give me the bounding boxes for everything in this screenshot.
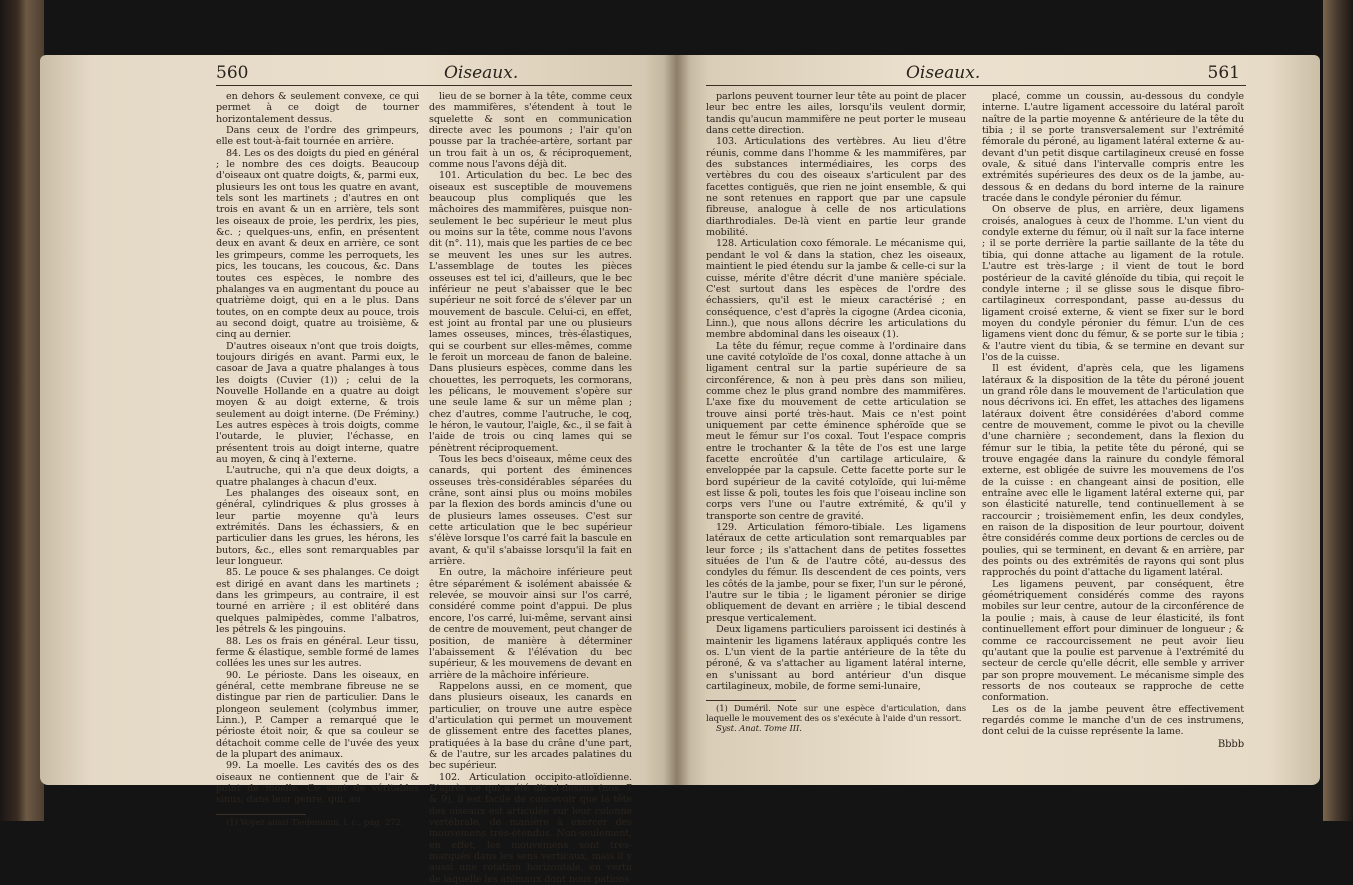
footnote-rule	[216, 814, 306, 815]
paragraph: Les ligamens peuvent, par conséquent, être géométriquement considérés comme des rayons mobiles sur leur centre, autour de la circonférence de la poulie ; mais, à cause de leur élasticité, ils font continuellement effort pour diminuer de longueur ; & comme ce raccourcissement ne peut avoir lieu qu'autant que la poulie est parvenue à l'extrémité du secteur de cercle qu'elle décrit, elle semble y arriver par son propre mouvement. Le mécanisme simple des ressorts de nos couteaux se rapproche de cette conformation.	[982, 578, 1244, 704]
left-page	[40, 55, 676, 885]
paragraph: D'autres oiseaux n'ont que trois doigts, toujours dirigés en avant. Parmi eux, le casoar de Java a quatre phalanges à tous les doigts (Cuvier (1)) ; celui de la Nouvelle Hollande en a quatre au doigt moyen & au doigt externe, & trois seulement au doigt interne. (De Fréminy.) Les autres espèces à trois doigts, comme l'outarde, le pluvier, l'échasse, en présentent trois au doigt interne, quatre au moyen, & cinq à l'externe.	[216, 340, 419, 465]
footnote: (1) Voyez aussi Tiedemann, l. c., pag. 272.	[226, 817, 404, 828]
footnote-rule	[706, 700, 796, 701]
footnote: (1) Duméril. Note sur une espèce d'articulation, dans laquelle le mouvement des os s'exécute à l'aide d'un ressort.	[706, 704, 966, 725]
footnote-source: Syst. Anat. Tome III.	[716, 724, 802, 735]
paragraph: Tous les becs d'oiseaux, même ceux des canards, qui portent des éminences osseuses très-considérables séparées du crâne, sont ainsi plus ou moins mobiles par la flexion des bords amincis d'une ou de plusieurs lames osseuses. C'est sur cette articulation que le bec supérieur s'élève lorsque l'os carré fait la bascule en avant, & qu'il s'abaisse lorsqu'il la fait en arrière.	[429, 454, 632, 568]
right-page	[676, 55, 1320, 785]
paragraph: 103. Articulations des vertèbres. Au lieu d'être réunis, comme dans l'homme & les mammifères, par des substances intermédiaires, les corps des vertèbres du cou des oiseaux s'articulent par des facettes contiguës, que rien ne joint ensemble, & qui ne sont retenues en rapport que par une capsule fibreuse, analogue à celle de nos articulations diarthrodiales. De-là vient en partie leur grande mobilité.	[706, 136, 966, 239]
paragraph: Les os de la jambe peuvent être effectivement regardés comme le manche d'un de ces instrumens, dont celui de la cuisse représente la lame.	[982, 703, 1244, 738]
paragraph: 90. Le périoste. Dans les oiseaux, en général, cette membrane fibreuse ne se distingue par rien de particulier. Dans le plongeon seulement (colymbus immer, Linn.), P. Camper a remarqué que le périoste étoit noir, & que sa couleur se détachoit comme celle de l'uvée des yeux de la plupart des animaux.	[216, 669, 419, 760]
paragraph: En outre, la mâchoire inférieure peut être séparément & isolément abaissée & relevée, se mouvoir ainsi sur l'os carré, considéré comme point d'appui. De plus encore, l'os carré, lui-même, servant ainsi de centre de mouvement, peut changer de position, de manière à déterminer l'abaissement & l'élévation du bec supérieur, & les mouvemens de devant en arrière de la mâchoire inférieure.	[429, 567, 632, 681]
paragraph: 129. Articulation fémoro-tibiale. Les ligamens latéraux de cette articulation sont remarquables par leur force ; ils s'attachent dans de petites fossettes situées de l'un & de l'autre côté, au-dessus des condyles du fémur. Ils descendent de ces points, vers les côtés de la jambe, pour se fixer, l'un sur le péroné, l'autre sur le tibia ; le ligament péronier se dirige obliquement de devant en arrière ; le tibial descend presque verticalement.	[706, 522, 966, 624]
right-header-rule	[706, 85, 1246, 86]
paragraph: Deux ligamens particuliers paroissent ici destinés à maintenir les ligamens latéraux appliqués contre les os. L'un vient de la partie antérieure de la tête du péroné, & va s'attacher au ligament latéral interne, en s'unissant au bord antérieur d'un disque cartilagineux, mobile, de forme semi-lunaire,	[706, 624, 966, 692]
left-column-1	[216, 91, 419, 828]
paragraph: 99. La moelle. Les cavités des os des oiseaux ne contiennent que de l'air & point de moelle. Ce sont de véritables sinus, dans leur genre, qui, au	[216, 760, 419, 806]
right-column-1	[706, 91, 966, 734]
paragraph: en dehors & seulement convexe, ce qui permet à ce doigt de tourner horizontalement dessus.	[216, 91, 419, 125]
right-running-title: Oiseaux.	[906, 63, 981, 83]
paragraph: 84. Les os des doigts du pied en général ; le nombre des ces doigts. Beaucoup d'oiseaux ont quatre doigts, &, parmi eux, plusieurs les ont tous les quatre en avant, tels sont les martinets ; d'autres en ont trois en avant & un en arrière, tels sont les oiseaux de proie, les perdrix, les pies, &c. ; quelques-uns, enfin, en présentent deux en avant & deux en arrière, ce sont les grimpeurs, comme les perroquets, les pics, les toucans, les coucous, &c. Dans toutes ces espèces, le nombre des phalanges va en augmentant du pouce au quatrième doigt, qui en a le plus. Dans toutes, on en compte deux au pouce, trois au second doigt, quatre au troisième, & cinq au dernier.	[216, 147, 419, 341]
left-header-rule	[216, 85, 632, 86]
right-page-number: 561	[1207, 63, 1240, 83]
paragraph: Il est évident, d'après cela, que les ligamens latéraux & la disposition de la tête du péroné jouent un grand rôle dans le mouvement de l'articulation que nous décrivons ici. En effet, les attaches des ligamens latéraux doivent être considérées d'abord comme centre de mouvement, comme le pivot ou la cheville d'une charnière ; secondement, dans la flexion du fémur sur le tibia, la petite tête du péroné, qui se trouve engagée dans la rainure du condyle fémoral externe, est obligée de suivre les mouvemens de l'os de la cuisse : en changeant ainsi de position, elle entraîne avec elle le ligament latéral externe qui, par son élasticité naturelle, tend continuellement à se raccourcir ; troisièmement enfin, les deux condyles, en raison de la disposition de leur pourtour, doivent être considérés comme deux portions de cercles ou de poulies, qui se terminent, en devant & en arrière, par des points ou des extrémités de rayons qui sont plus rapprochés du point d'attache du ligament latéral.	[982, 363, 1244, 579]
paragraph: La tête du fémur, reçue comme à l'ordinaire dans une cavité cotyloïde de l'os coxal, donne attache à un ligament central sur la partie supérieure de sa circonférence, & non à peu près dans son milieu, comme chez le plus grand nombre des mammifères. L'axe fixe du mouvement de cette articulation se trouve ainsi porté très-haut. Mais ce n'est point uniquement par cette éminence sphéroïde que se meut le fémur sur l'os coxal. Tout l'espace compris entre le trochanter & la tête de l'os est une large facette encroûtée d'un cartilage articulaire, & enveloppée par la capsule. Cette facette porte sur le bord supérieur de la cavité cotyloïde, qui lui-même est lisse & poli, toutes les fois que l'oiseau incline son corps vers l'une ou l'autre extrémité, & qu'il y transporte son centre de gravité.	[706, 340, 966, 522]
paragraph: L'autruche, qui n'a que deux doigts, a quatre phalanges à chacun d'eux.	[216, 465, 419, 488]
paragraph: Les phalanges des oiseaux sont, en général, cylindriques & plus grosses à leur partie moyenne qu'à leurs extrémités. Dans les échassiers, & en particulier dans les grues, les hérons, les butors, &c., elles sont remarquables par leur longueur.	[216, 488, 419, 568]
paragraph: Rappelons aussi, en ce moment, que dans plusieurs oiseaux, les canards en particulier, on trouve une autre espèce d'articulation qui permet un mouvement de glissement entre des facettes planes, pratiquées à la base du crâne d'une part, & de l'autre, sur les arcades palatines du bec supérieur.	[429, 680, 632, 772]
paragraph: 128. Articulation coxo fémorale. Le mécanisme qui, pendant le vol & dans la station, chez les oiseaux, maintient le pied étendu sur la jambe & celle-ci sur la cuisse, mérite d'être décrit d'une manière spéciale. C'est surtout dans les espèces de l'ordre des échassiers, qu'il est le mieux caractérisé ; en conséquence, c'est d'après la cigogne (Ardea ciconia, Linn.), que nous allons décrire les articulations du membre abdominal dans les oiseaux (1).	[706, 238, 966, 341]
right-page-edges	[1323, 0, 1353, 821]
paragraph: placé, comme un coussin, au-dessous du condyle interne. L'autre ligament accessoire du latéral paroît naître de la partie moyenne & antérieure de la tête du tibia ; il se porte transversalement sur l'extrémité fémorale du péroné, au ligament latéral externe & au-devant d'un petit disque cartilagineux creusé en fosse ovale, & situé dans l'intervalle compris entre les extrémités supérieures des deux os de la jambe, au-dessous & en dedans du bord interne de la rainure tracée dans le condyle péronier du fémur.	[982, 91, 1244, 205]
paragraph: 102. Articulation occipito-atloïdienne. D'après ce qui a été dit ci-dessus (nos. 7 & 9), il est facile de concevoir que la tête des oiseaux est articulée sur leur colonne vertébrale, de manière à exercer des mouvemens très-étendus. Non-seulement, en effet, les mouvemens sont très-marqués dans les sens verticaux, mais il y aussi une rotation horizontale, en vertu de laquelle les animaux dont nous pations	[429, 771, 632, 885]
left-column-2	[429, 91, 632, 885]
paragraph: Dans ceux de l'ordre des grimpeurs, elle est tout-à-fait tournée en arrière.	[216, 125, 419, 148]
book-gutter	[664, 55, 690, 785]
paragraph: 101. Articulation du bec. Le bec des oiseaux est susceptible de mouvemens beaucoup plus compliqués que les mâchoires des mammifères, puisque non-seulement le bec supérieur le meut plus ou moins sur la tête, comme nous l'avons dit (n°. 11), mais que les parties de ce bec se meuvent les unes sur les autres. L'assemblage de toutes les pièces osseuses est tel ici, d'ailleurs, que le bec inférieur ne peut s'abaisser que le bec supérieur ne soit forcé de s'élever par un mouvement de bascule. Celui-ci, en effet, est joint au frontal par une ou plusieurs lames osseuses, minces, très-élastiques, qui se courbent sur elles-mêmes, comme le feroit un morceau de fanon de baleine. Dans plusieurs espèces, comme dans les chouettes, les perroquets, les cormorans, les pélicans, le mouvement s'opère sur une seule lame & sur un même plan ; chez d'autres, comme l'autruche, le coq, le héron, le vautour, l'aigle, &c., il se fait à l'aide de trois ou cinq lames qui se pénètrent réciproquement.	[429, 170, 632, 454]
paragraph: 88. Les os frais en général. Leur tissu, ferme & élastique, semble formé de lames collées les unes sur les autres.	[216, 635, 419, 670]
right-column-2	[982, 91, 1244, 750]
paragraph: On observe de plus, en arrière, deux ligamens croisés, analogues à ceux de l'homme. L'un vient du condyle externe du fémur, où il naît sur la face interne ; il se porte derrière la partie saillante de la tête du tibia, qui donne attache au ligament de la rotule. L'autre est très-large ; il vient de tout le bord postérieur de la cavité glénoïde du tibia, qui reçoit le condyle interne ; il se glisse sous le disque fibro-cartilagineux correspondant, passe au-dessus du ligament croisé externe, & vient se fixer sur le bord moyen du condyle péronier du fémur. L'un de ces ligamens vient donc du fémur, & se porte sur le tibia ; & l'autre vient du tibia, & se termine en devant sur l'os de la cuisse.	[982, 204, 1244, 363]
signature-mark: Bbbb	[1217, 738, 1244, 750]
paragraph: 85. Le pouce & ses phalanges. Ce doigt est dirigé en avant dans les martinets ; dans les grimpeurs, au contraire, il est tourné en arrière ; il est oblitéré dans quelques palmipèdes, comme l'albatros, les pétrels & les pingouins.	[216, 567, 419, 636]
paragraph: lieu de se borner à la tête, comme ceux des mammifères, s'étendent à tout le squelette & sont en communication directe avec les poumons ; l'air qu'on pousse par la trachée-artère, sortant par un trou fait à un os, & réciproquement, comme nous l'avons déjà dit.	[429, 91, 632, 171]
left-running-title: Oiseaux.	[444, 63, 519, 83]
paragraph: parlons peuvent tourner leur tête au point de placer leur bec entre les ailes, lorsqu'ils veulent dormir, tandis qu'aucun mammifère ne peut porter le museau dans cette direction.	[706, 91, 966, 137]
left-page-edges	[0, 0, 44, 821]
left-page-number: 560	[216, 63, 249, 83]
